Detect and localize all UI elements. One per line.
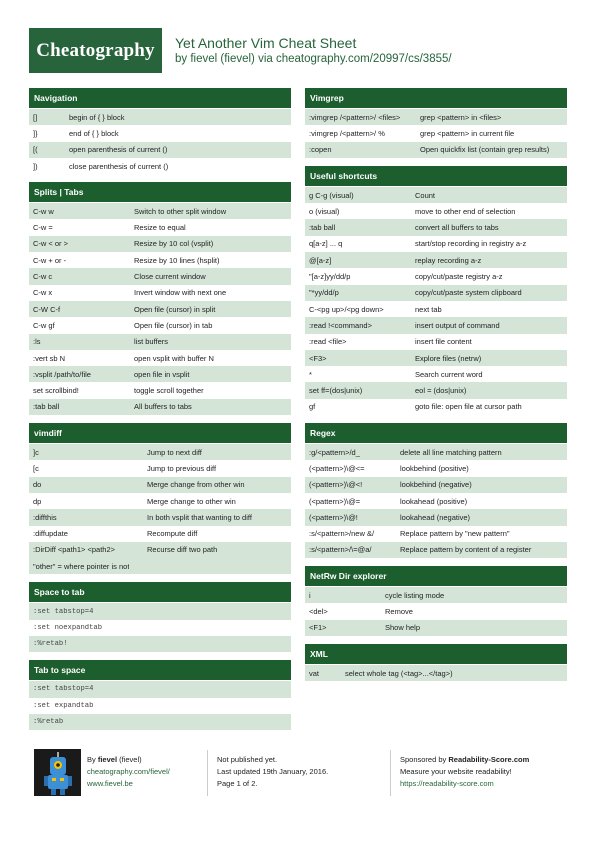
table-row [305, 268, 567, 284]
row-key: :DirDiff <path1> <path2> [33, 545, 116, 555]
author-site-link[interactable]: www.fievel.be [87, 779, 133, 788]
robot-avatar-icon [34, 749, 81, 796]
row-description: Merge change from other win [147, 480, 245, 490]
section-title: vimdiff [29, 423, 291, 443]
table-row [305, 665, 567, 681]
row-description: Recompute diff [147, 529, 198, 539]
table-row [29, 542, 291, 558]
row-key: C-w < or > [33, 239, 69, 249]
section-title: Space to tab [29, 582, 291, 602]
row-description: In both vsplit that wanting to diff [147, 512, 252, 522]
row-key: :vert sb N [33, 353, 66, 363]
sponsor-tagline: Measure your website readability! [400, 767, 512, 776]
row-key: :vimgrep /<pattern>/ % [309, 128, 385, 138]
row-description: open vsplit with buffer N [134, 353, 214, 363]
row-description: lookbehind (negative) [400, 480, 472, 490]
row-key: :vimgrep /<pattern>/ <files> [309, 112, 401, 122]
author-avatar [34, 749, 81, 796]
row-key: @[a-z] [309, 255, 332, 265]
row-description: lookbehind (positive) [400, 463, 469, 473]
table-row [305, 125, 567, 141]
row-description: Jump to previous diff [147, 463, 217, 473]
row-description: start/stop recording in registry a-z [415, 239, 527, 249]
row-key: :read !<command> [309, 320, 372, 330]
row-description: Merge change to other win [147, 496, 236, 506]
table-row [29, 252, 291, 268]
table-row [305, 109, 567, 125]
section-useful-shortcuts [305, 166, 567, 415]
row-key: do [33, 480, 42, 490]
section-rows [29, 602, 291, 652]
row-key: :s/<pattern>/\=@a/ [309, 545, 372, 555]
table-row [305, 542, 567, 558]
table-row [29, 493, 291, 509]
page-title: Yet Another Vim Cheat Sheet [175, 35, 357, 51]
table-row [305, 219, 567, 235]
row-key: <F3> [309, 353, 327, 363]
row-description: delete all line matching pattern [400, 447, 502, 457]
row-description: copy/cut/paste system clipboard [415, 288, 522, 298]
row-description: Resize to equal [134, 223, 186, 233]
table-row [29, 526, 291, 542]
row-description: Show help [385, 623, 421, 633]
row-description: grep <pattern> in <files> [420, 112, 502, 122]
row-description: Explore files (netrw) [415, 353, 482, 363]
row-key: C-w x [33, 288, 53, 298]
row-description: Count [415, 190, 436, 200]
row-key: [( [33, 145, 38, 155]
row-key: (<pattern>)\@! [309, 512, 358, 522]
row-description: replay recording a-z [415, 255, 482, 265]
footer-status [217, 754, 328, 790]
row-description: Remove [385, 607, 413, 617]
table-row [305, 203, 567, 219]
command-code: :%retab [33, 718, 64, 727]
row-key: C-w w [33, 206, 54, 216]
command-code: :set noexpandtab [33, 623, 103, 632]
section-splits [29, 182, 291, 415]
footer [29, 748, 569, 798]
table-row [29, 603, 291, 619]
table-row [305, 252, 567, 268]
sponsor-link[interactable]: https://readability-score.com [400, 779, 494, 788]
row-key: C-<pg up>/<pg down> [309, 304, 384, 314]
section-title: Useful shortcuts [305, 166, 567, 186]
author-profile-link[interactable]: cheatography.com/fievel/ [87, 767, 170, 776]
row-description: Jump to next diff [147, 447, 202, 457]
page-subtitle [175, 53, 452, 65]
row-key: o (visual) [309, 206, 340, 216]
footer-divider [207, 750, 208, 796]
table-row [305, 460, 567, 476]
row-description: Open quickfix list (contain grep results) [420, 145, 550, 155]
sponsor-prefix: Sponsored by [400, 755, 449, 764]
row-description: list buffers [134, 337, 169, 347]
author-name: fievel [97, 755, 118, 764]
table-row [29, 158, 291, 174]
table-row [305, 350, 567, 366]
row-description: open parenthesis of current () [69, 145, 168, 155]
author-prefix: By [87, 755, 98, 764]
table-row [305, 444, 567, 460]
row-description: move to other end of selection [415, 206, 516, 216]
table-row [305, 142, 567, 158]
row-key: set scrollbind! [33, 386, 79, 396]
row-description: Search current word [415, 369, 483, 379]
row-description: copy/cut/paste registry a-z [415, 272, 503, 282]
row-key: [] [33, 112, 38, 122]
section-title: Regex [305, 423, 567, 443]
row-key: (<pattern>)\@= [309, 496, 361, 506]
table-row [305, 285, 567, 301]
command-code: :set expandtab [33, 701, 94, 710]
author-handle: (fievel) [117, 755, 142, 764]
row-description: All buffers to tabs [134, 402, 192, 412]
row-key: ]c [33, 447, 39, 457]
section-xml [305, 644, 567, 681]
header [29, 28, 569, 73]
table-row [29, 460, 291, 476]
command-code: :set tabstop=4 [33, 685, 94, 694]
table-row [305, 587, 567, 603]
row-key: <F1> [309, 623, 327, 633]
row-key: :ls [33, 337, 41, 347]
row-key: :diffthis [33, 512, 57, 522]
table-row [305, 366, 567, 382]
section-navigation [29, 88, 291, 174]
table-row [29, 334, 291, 350]
row-key: <del> [309, 607, 328, 617]
section-rows [305, 186, 567, 415]
table-row [29, 285, 291, 301]
row-key: C-w + or - [33, 255, 67, 265]
section-rows [29, 202, 291, 415]
table-row [305, 493, 567, 509]
sheet-url-link[interactable]: cheatography.com/20997/cs/3855/ [275, 53, 452, 65]
row-key: i [309, 590, 311, 600]
row-description: lookahead (negative) [400, 512, 471, 522]
table-row [305, 382, 567, 398]
row-description: convert all buffers to tabs [415, 223, 499, 233]
table-row [305, 236, 567, 252]
row-key: :copen [309, 145, 332, 155]
row-key: C-W C-f [33, 304, 61, 314]
section-rows [305, 108, 567, 158]
table-row [305, 399, 567, 415]
table-row [29, 382, 291, 398]
row-key: g C-g (visual) [309, 190, 354, 200]
row-description: open file in vsplit [134, 369, 190, 379]
row-key: ]} [33, 128, 38, 138]
row-description: lookahead (positive) [400, 496, 468, 506]
row-key: :tab ball [33, 402, 60, 412]
section-title: Navigation [29, 88, 291, 108]
sponsor-line [400, 754, 529, 766]
table-row [305, 334, 567, 350]
publish-status: Not published yet. [217, 755, 278, 764]
row-key: * [309, 369, 312, 379]
row-key: :g/<pattern>/d_ [309, 447, 360, 457]
section-vimdiff [29, 423, 291, 574]
cheatography-logo[interactable]: Cheatography [29, 28, 162, 73]
row-description: cycle listing mode [385, 590, 445, 600]
table-row [29, 681, 291, 697]
row-key: (<pattern>)\@<= [309, 463, 365, 473]
row-key: C-w c [33, 272, 53, 282]
footer-divider [390, 750, 391, 796]
section-vimgrep [305, 88, 567, 158]
row-key: :tab ball [309, 223, 336, 233]
section-rows [305, 443, 567, 558]
footer-author [87, 754, 170, 790]
row-key: dp [33, 496, 42, 506]
table-row [29, 142, 291, 158]
page-number: Page 1 of 2. [217, 779, 258, 788]
row-key: C-w gf [33, 320, 55, 330]
row-description: Invert window with next one [134, 288, 227, 298]
table-row [29, 714, 291, 730]
table-row [305, 509, 567, 525]
table-row [29, 203, 291, 219]
footer-sponsor [400, 754, 529, 790]
table-row [29, 109, 291, 125]
subtitle-prefix: by fievel (fievel) via [175, 53, 276, 65]
section-title: Vimgrep [305, 88, 567, 108]
table-row [305, 603, 567, 619]
row-description: Open file (cursor) in split [134, 304, 216, 314]
row-key: ]) [33, 161, 38, 171]
table-row [29, 477, 291, 493]
row-key: "[a-z]yy/dd/p [309, 272, 351, 282]
right-column [305, 88, 567, 689]
row-key: (<pattern>)\@<! [309, 480, 363, 490]
last-updated: Last updated 19th January, 2016. [217, 767, 329, 776]
row-description: toggle scroll together [134, 386, 204, 396]
row-description: next tab [415, 304, 442, 314]
row-description: begin of { } block [69, 112, 125, 122]
author-line [87, 754, 170, 766]
row-key: :diffupdate [33, 529, 68, 539]
section-note [29, 558, 291, 574]
table-row [305, 526, 567, 542]
sponsor-name: Readability-Score.com [448, 755, 530, 764]
row-description: insert file content [415, 337, 472, 347]
table-row [305, 620, 567, 636]
table-row [29, 236, 291, 252]
table-row [29, 636, 291, 652]
row-key: C-w = [33, 223, 53, 233]
row-description: grep <pattern> in current file [420, 128, 515, 138]
row-description: eol = (dos|unix) [415, 386, 467, 396]
row-key: set ff=(dos|unix) [309, 386, 363, 396]
section-title: NetRw Dir explorer [305, 566, 567, 586]
table-row [305, 317, 567, 333]
table-row [305, 187, 567, 203]
table-row [29, 350, 291, 366]
row-description: close parenthesis of current () [69, 161, 169, 171]
section-rows [29, 108, 291, 174]
row-description: select whole tag (<tag>...</tag>) [345, 668, 453, 678]
row-description: Open file (cursor) in tab [134, 320, 213, 330]
table-row [29, 219, 291, 235]
section-regex [305, 423, 567, 558]
row-description: Replace pattern by content of a register [400, 545, 532, 555]
row-description: Resize by 10 col (vsplit) [134, 239, 214, 249]
row-description: Resize by 10 lines (hsplit) [134, 255, 220, 265]
row-description: Switch to other split window [134, 206, 227, 216]
table-row [29, 444, 291, 460]
section-tab-to-space [29, 660, 291, 730]
row-key: [c [33, 463, 39, 473]
table-row [305, 301, 567, 317]
table-row [29, 620, 291, 636]
row-key: vat [309, 668, 320, 678]
row-key: :vsplit /path/to/file [33, 369, 91, 379]
row-description: Recurse diff two path [147, 545, 218, 555]
row-description: insert output of command [415, 320, 500, 330]
section-title: XML [305, 644, 567, 664]
table-row [29, 301, 291, 317]
row-key: q[a-z] ... q [309, 239, 343, 249]
table-row [29, 509, 291, 525]
table-row [305, 477, 567, 493]
row-key: :s/<pattern>/new &/ [309, 529, 375, 539]
row-description: Close current window [134, 272, 206, 282]
table-row [29, 268, 291, 284]
note-text: "other" = where pointer is not [33, 561, 130, 571]
row-description: Replace pattern by "new pattern" [400, 529, 510, 539]
section-rows [305, 664, 567, 681]
section-title: Splits | Tabs [29, 182, 291, 202]
row-description: goto file: open file at cursor path [415, 402, 522, 412]
table-row [29, 698, 291, 714]
section-rows [305, 586, 567, 636]
section-space-to-tab [29, 582, 291, 652]
section-netrw [305, 566, 567, 636]
command-code: :%retab! [33, 640, 68, 649]
section-rows [29, 443, 291, 574]
table-row [29, 317, 291, 333]
left-column [29, 88, 291, 738]
table-row [29, 125, 291, 141]
section-rows [29, 680, 291, 730]
row-key: "*yy/dd/p [309, 288, 339, 298]
row-key: :read <file> [309, 337, 347, 347]
section-title: Tab to space [29, 660, 291, 680]
row-description: end of { } block [69, 128, 119, 138]
command-code: :set tabstop=4 [33, 607, 94, 616]
row-key: gf [309, 402, 316, 412]
table-row [29, 366, 291, 382]
table-row [29, 399, 291, 415]
